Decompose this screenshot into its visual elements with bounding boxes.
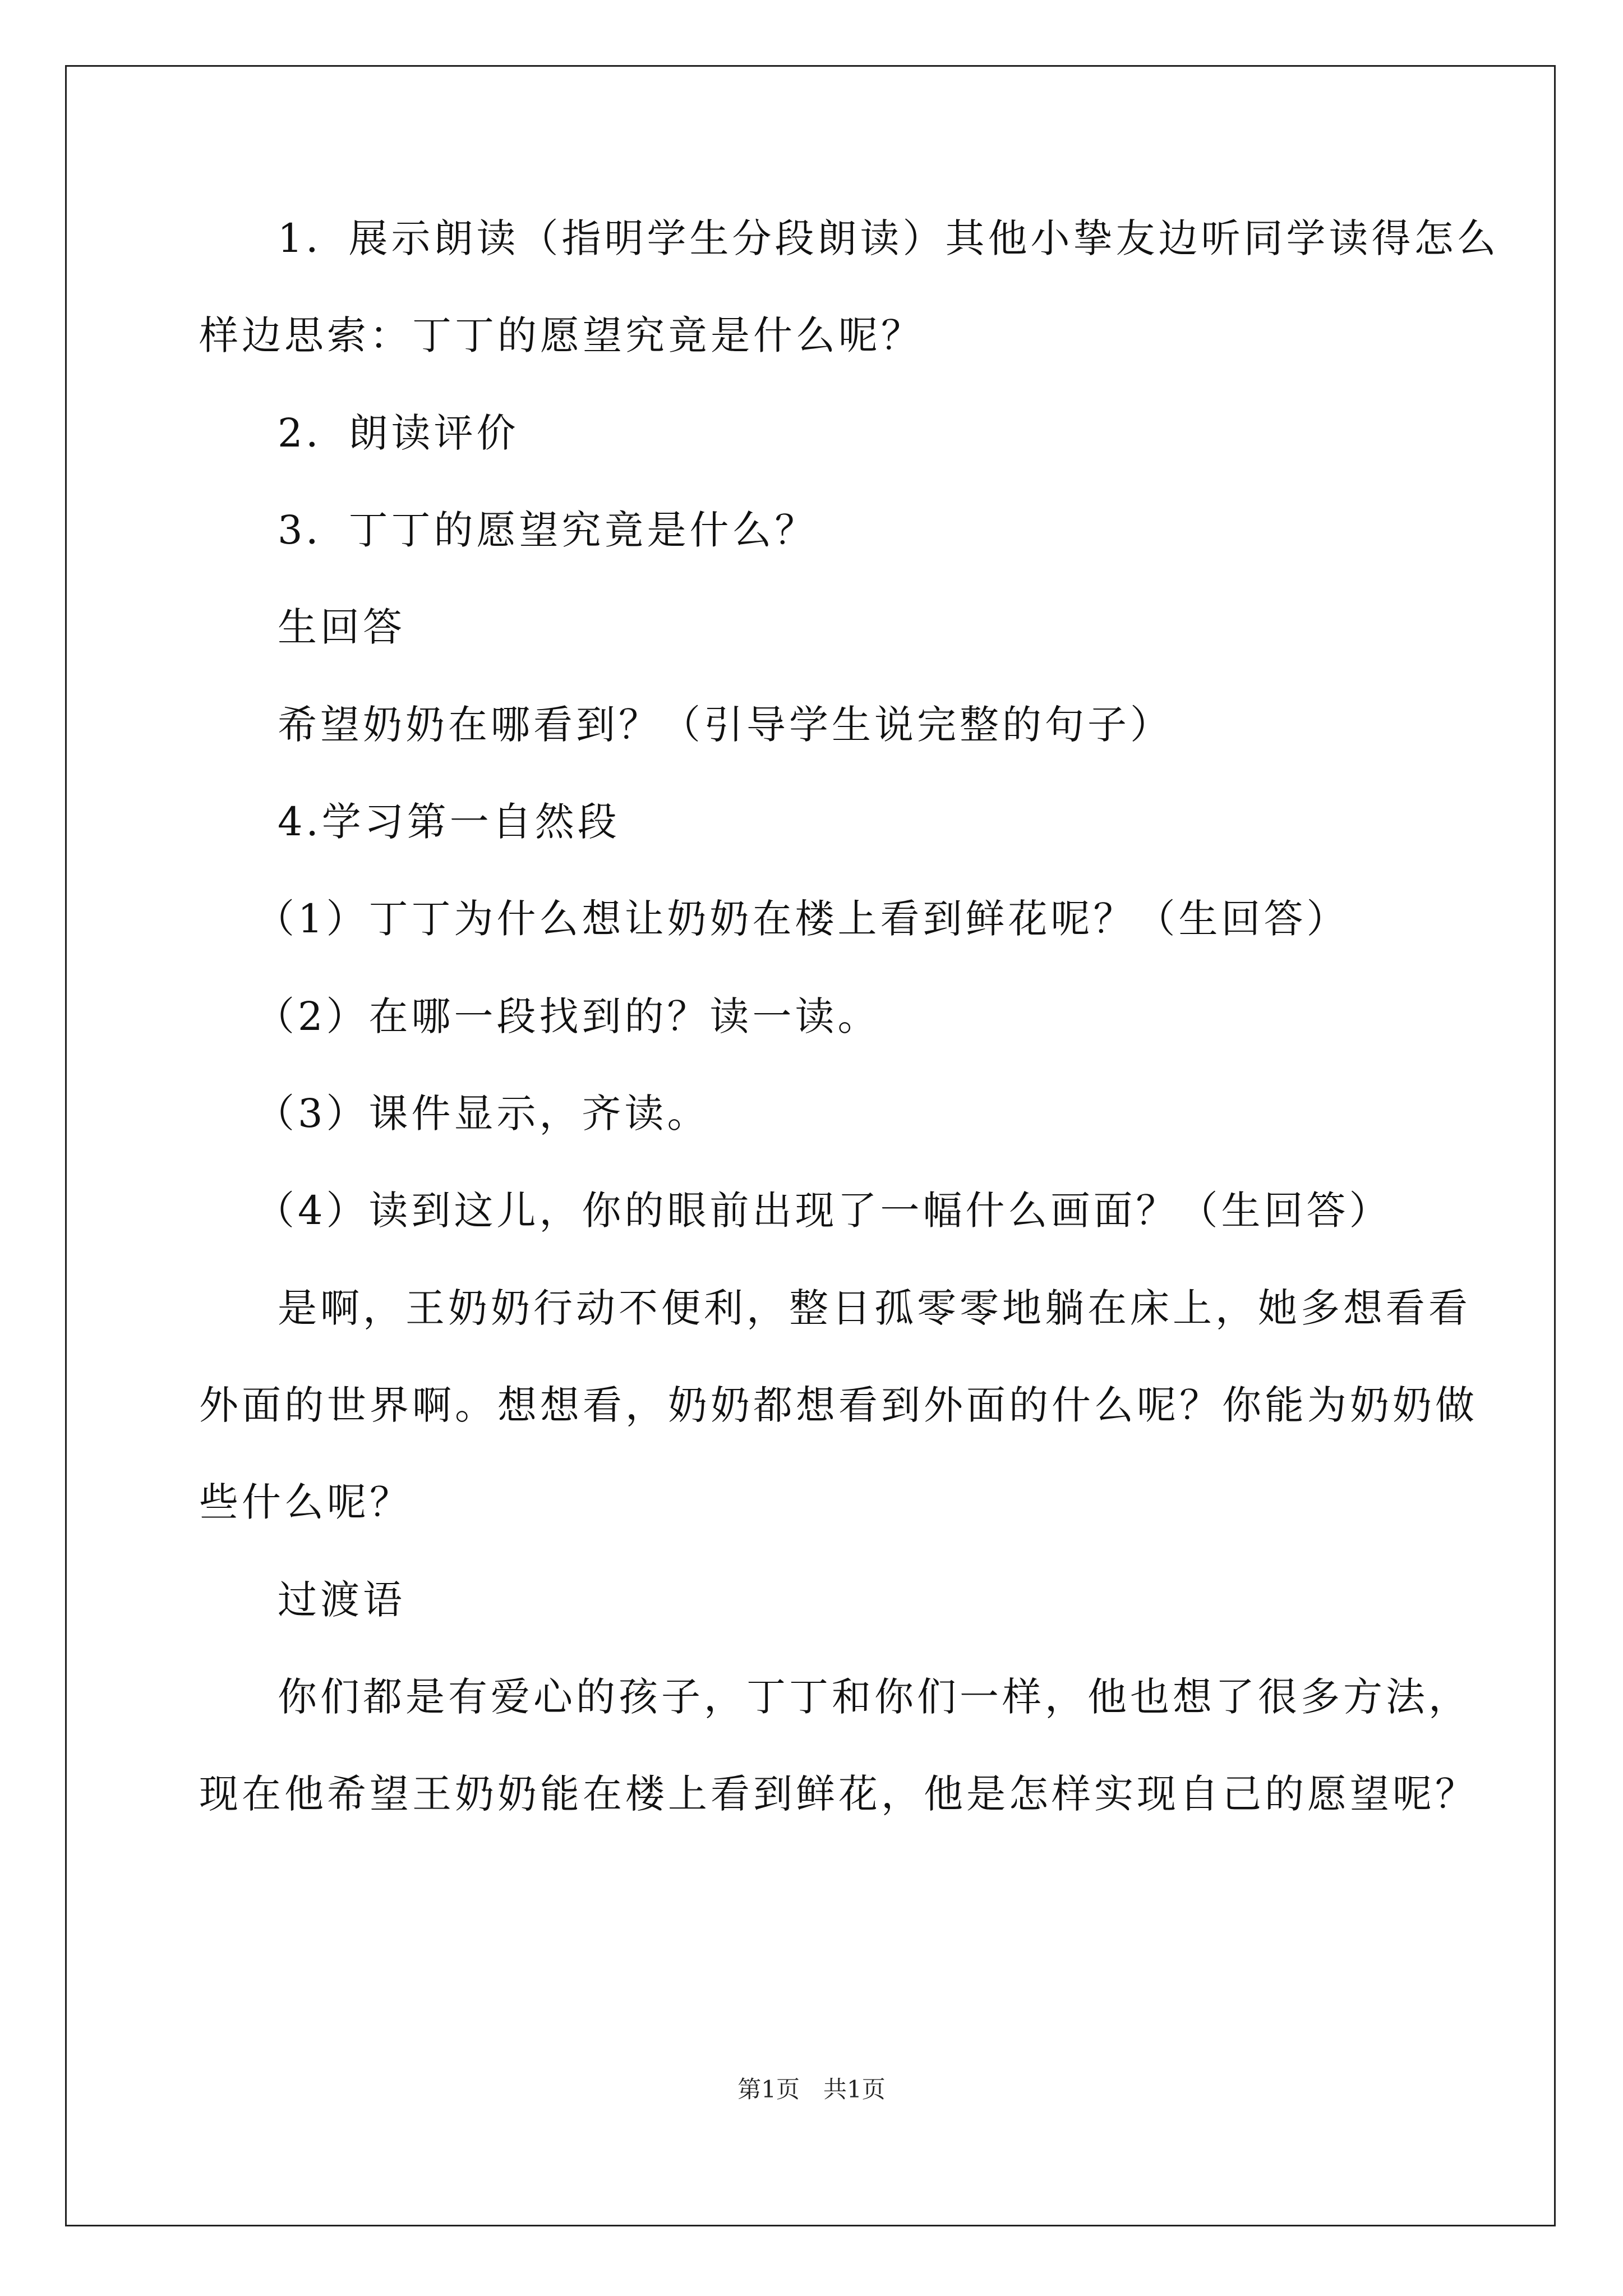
text-line: 希望奶奶在哪看到？（引导学生说完整的句子） bbox=[278, 702, 1173, 748]
text-line: 外面的世界啊。想想看，奶奶都想看到外面的什么呢？你能为奶奶做 bbox=[199, 1382, 1478, 1428]
text-line: 你们都是有爱心的孩子，丁丁和你们一样，他也想了很多方法， bbox=[278, 1674, 1471, 1720]
text-line: 生回答 bbox=[278, 604, 405, 650]
page-border bbox=[65, 65, 1556, 2226]
text-line: 是啊，王奶奶行动不便利，整日孤零零地躺在床上，她多想看看 bbox=[278, 1285, 1471, 1331]
text-line: （2）在哪一段找到的？读一读。 bbox=[255, 993, 880, 1039]
text-line: 4.学习第一自然段 bbox=[278, 799, 620, 845]
text-line: 1．展示朗读（指明学生分段朗读）其他小挚友边听同学读得怎么 bbox=[278, 215, 1500, 261]
text-line: （1）丁丁为什么想让奶奶在楼上看到鲜花呢？（生回答） bbox=[255, 896, 1349, 942]
text-line: 现在他希望王奶奶能在楼上看到鲜花，他是怎样实现自己的愿望呢？ bbox=[199, 1771, 1478, 1817]
text-line: （4）读到这儿，你的眼前出现了一幅什么画面？（生回答） bbox=[255, 1188, 1392, 1234]
text-line: 过渡语 bbox=[278, 1577, 405, 1623]
page-number-footer: 第1页 共1页 bbox=[737, 2076, 886, 2103]
text-line: 2．朗读评价 bbox=[278, 410, 519, 456]
text-line: 样边思索：丁丁的愿望究竟是什么呢？ bbox=[199, 312, 924, 358]
text-line: 些什么呢？ bbox=[199, 1479, 412, 1525]
text-line: （3）课件显示，齐读。 bbox=[255, 1091, 710, 1137]
text-line: 3．丁丁的愿望究竟是什么？ bbox=[278, 507, 818, 553]
